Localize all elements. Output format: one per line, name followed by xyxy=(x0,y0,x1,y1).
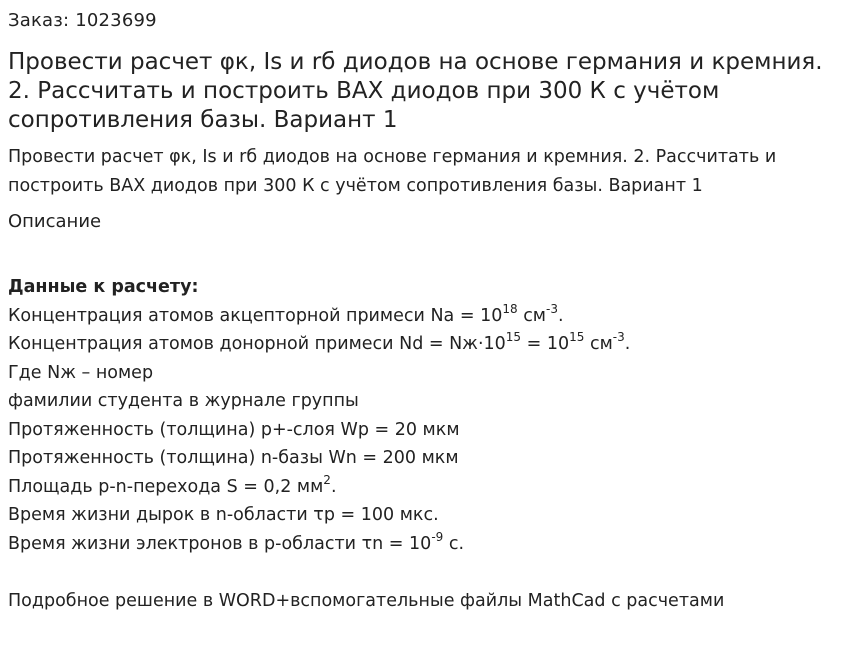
superscript: 15 xyxy=(569,330,585,345)
subtitle: Провести расчет φк, Is и rб диодов на основе германия и кремния. 2. Рассчитать и построить ВАХ диодов при 300 К с учётом сопротивления базы. Вариант 1 xyxy=(8,147,777,196)
superscript: 18 xyxy=(502,301,518,316)
line-text: . xyxy=(624,334,631,354)
description-label: Описание xyxy=(8,211,102,232)
spacer xyxy=(8,233,839,273)
line-wn: Протяженность (толщина) n-базы Wn = 200 мкм xyxy=(8,448,459,468)
line-text: с. xyxy=(443,533,465,554)
line-text: . xyxy=(330,476,337,497)
line-text: Концентрация атомов акцепторной примеси Na = 10 xyxy=(8,305,503,326)
line-tau-p: Время жизни дырок в n-области τp = 100 мкс. xyxy=(8,505,439,525)
spacer xyxy=(8,558,839,587)
data-header: Данные к расчету: xyxy=(8,277,199,297)
line-acceptor-concentration xyxy=(8,302,839,331)
line-text: Площадь p-n-перехода S = 0,2 мм xyxy=(8,476,324,497)
order-number: Заказ: 1023699 xyxy=(8,10,157,31)
line-text: см xyxy=(517,305,547,326)
superscript: 2 xyxy=(323,472,331,487)
page-title: Провести расчет φк, Is и rб диодов на основе германия и кремния. 2. Рассчитать и построить ВАХ диодов при 300 К с учётом сопротивления базы. Вариант 1 xyxy=(8,49,823,133)
line-text: Концентрация атомов донорной примеси Nd = Nж·10 xyxy=(8,334,506,354)
line-text: . xyxy=(557,305,564,326)
superscript: -9 xyxy=(431,529,444,544)
line-tau-n xyxy=(8,530,839,559)
line-text: см xyxy=(584,334,613,354)
superscript: 15 xyxy=(505,330,522,345)
line-area xyxy=(8,473,839,502)
line-text: Время жизни электронов в p-области τn = 10 xyxy=(8,533,432,554)
superscript: -3 xyxy=(546,301,558,316)
superscript: -3 xyxy=(612,330,625,345)
line-wp: Протяженность (толщина) p+-слоя Wp = 20 мкм xyxy=(8,419,460,440)
line-donor-concentration xyxy=(8,330,839,359)
line-family: фамилии студента в журнале группы xyxy=(8,391,359,411)
footer-note: Подробное решение в WORD+вспомогательные файлы MathCad с расчетами xyxy=(8,590,725,611)
line-text: = 10 xyxy=(521,334,570,354)
line-where: Где Nж – номер xyxy=(8,362,154,383)
